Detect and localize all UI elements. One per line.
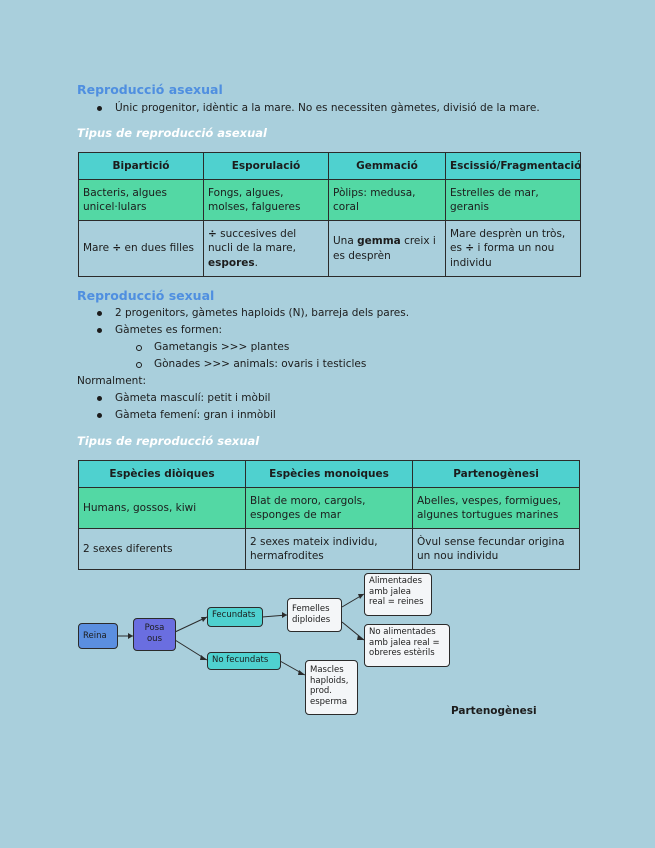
table-cell: Abelles, vespes, formigues, algunes tortugues marines (413, 488, 580, 529)
cell-text: Mare (83, 242, 110, 255)
diagram-node-fecundats: Fecundats (207, 607, 263, 627)
cell-text-bold: espores (208, 256, 255, 269)
diagram-node-mascles: Mascles haploids, prod. esperma (305, 660, 358, 715)
sexual-bullet: Gàmeta femení: gran i inmòbil (115, 409, 276, 421)
table-cell: 2 sexes diferents (79, 529, 246, 570)
table-cell: Bacteris, algues unicel·lulars (79, 180, 204, 221)
asexual-subtitle: Tipus de reproducció asexual (77, 126, 267, 140)
table-cell: Pòlips: medusa, coral (329, 180, 446, 221)
table-header: Escissió/Fragmentació (446, 153, 581, 180)
sexual-bullet: Gàmeta masculí: petit i mòbil (115, 392, 271, 404)
diagram-caption: Partenogènesi (451, 705, 537, 717)
table-cell: Òvul sense fecundar origina un nou individu (413, 529, 580, 570)
diagram-node-posa-ous: Posa ous (133, 618, 176, 651)
asexual-bullet: Únic progenitor, idèntic a la mare. No es necessiten gàmetes, divisió de la mare. (115, 102, 540, 114)
sexual-bullet: Gàmetes es formen: (115, 324, 223, 336)
table-header: Bipartició (79, 153, 204, 180)
diagram-node-no-alimentades: No alimentades amb jalea real = obreres estèrils (364, 624, 450, 667)
cell-text-bold: gemma (357, 235, 401, 248)
diagram-node-no-fecundats: No fecundats (207, 652, 281, 670)
table-cell: Estrelles de mar, geranis (446, 180, 581, 221)
sexual-subbullet: Gametangis >>> plantes (154, 341, 290, 353)
division-icon: ÷ (208, 228, 217, 241)
table-cell: Blat de moro, cargols, esponges de mar (246, 488, 413, 529)
table-cell: Fongs, algues, molses, falgueres (204, 180, 329, 221)
cell-text: en dues filles (124, 242, 194, 255)
normally-label: Normalment: (77, 375, 146, 387)
table-header: Espècies monoiques (246, 461, 413, 488)
diagram-node-femelles: Femelles diploides (287, 598, 342, 632)
cell-text: i forma un nou individu (450, 242, 555, 269)
sexual-subbullet: Gònades >>> animals: ovaris i testicles (154, 358, 367, 370)
table-header: Partenogènesi (413, 461, 580, 488)
division-icon: ÷ (112, 242, 122, 255)
sexual-subtitle: Tipus de reproducció sexual (77, 434, 260, 448)
table-header: Esporulació (204, 153, 329, 180)
table-cell: 2 sexes mateix individu, hermafrodites (246, 529, 413, 570)
table-cell: Humans, gossos, kiwi (79, 488, 246, 529)
cell-text: creix i es desprèn (333, 235, 436, 262)
division-icon: ÷ (465, 242, 475, 255)
sexual-bullet: 2 progenitors, gàmetes haploids (N), barreja dels pares. (115, 307, 410, 319)
cell-text: Mare desprèn un tròs, es (450, 228, 566, 255)
sexual-title: Reproducció sexual (77, 288, 215, 303)
diagram-node-alimentades: Alimentades amb jalea real = reines (364, 573, 432, 616)
diagram-node-reina: Reina (78, 623, 118, 649)
table-cell: ÷ succesives del nucli de la mare, espores. (204, 221, 329, 277)
table-header: Gemmació (329, 153, 446, 180)
cell-text: Una (333, 235, 354, 248)
cell-text: succesives del nucli de la mare, (208, 228, 297, 255)
asexual-title: Reproducció asexual (77, 82, 223, 97)
table-header: Espècies diòiques (79, 461, 246, 488)
